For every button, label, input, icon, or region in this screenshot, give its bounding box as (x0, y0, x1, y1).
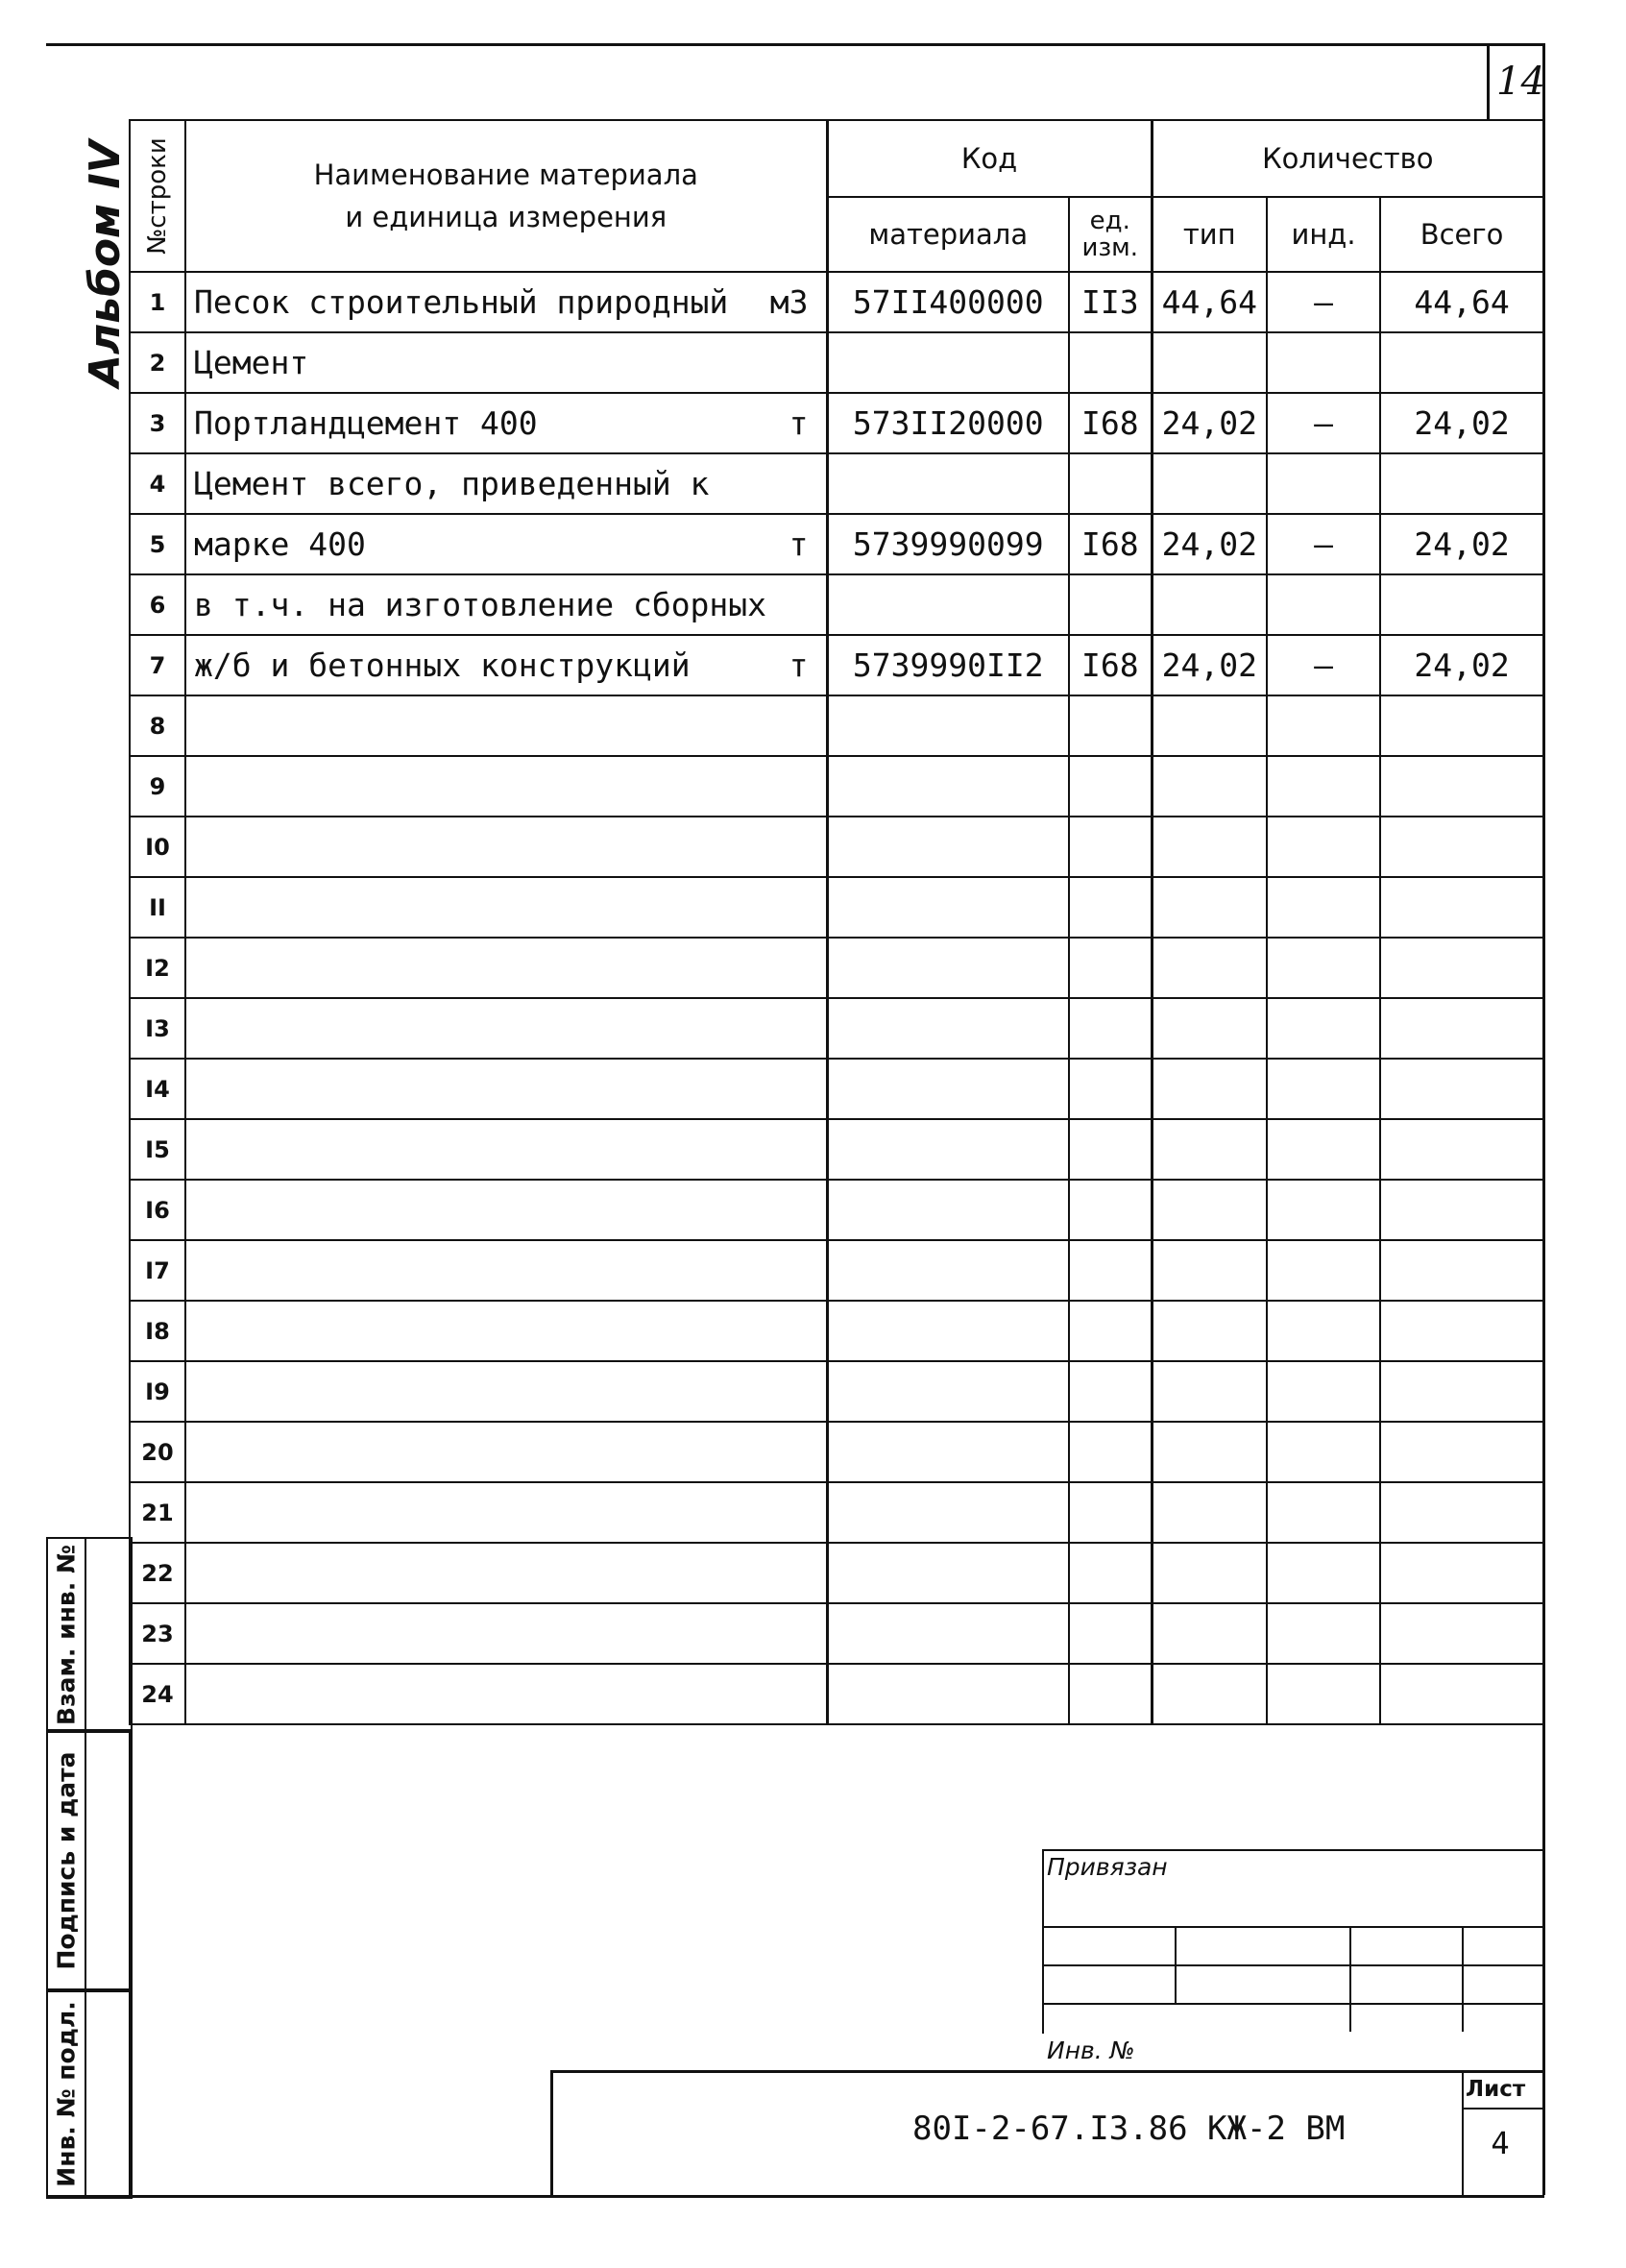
table-row (130, 1059, 1543, 1119)
sheet-label-divider (1462, 2108, 1542, 2109)
quantity-total (1380, 877, 1543, 938)
table-row (130, 695, 1543, 756)
table-row (130, 1543, 1543, 1603)
title-block-sheet-divider (1462, 2070, 1464, 2195)
material-name-cell (185, 998, 827, 1059)
material-name-cell (185, 1361, 827, 1422)
row-number: I5 (130, 1119, 185, 1180)
unit-code (1069, 1059, 1152, 1119)
side-block-inv-podl (46, 1988, 133, 2199)
material-name-cell (185, 635, 827, 695)
material-name-cell (185, 1240, 827, 1301)
row-number: 6 (130, 574, 185, 635)
unit-code: I68 (1069, 635, 1152, 695)
material-name-cell (185, 514, 827, 574)
material-name-cell (185, 1059, 827, 1119)
material-code: 5739990099 (827, 514, 1069, 574)
unit-code (1069, 817, 1152, 877)
quantity-typ: 24,02 (1152, 514, 1267, 574)
material-name-cell (185, 756, 827, 817)
material-name: марке 400 (194, 525, 366, 563)
header-total: Всего (1380, 197, 1543, 272)
material-name-cell (185, 1119, 827, 1180)
material-name-cell (185, 877, 827, 938)
row-number: I2 (130, 938, 185, 998)
quantity-ind (1267, 695, 1380, 756)
table-row (130, 756, 1543, 817)
quantity-typ (1152, 1361, 1267, 1422)
label-inv-podl: Инв. № подл. (52, 2000, 81, 2187)
row-number: 4 (130, 453, 185, 514)
quantity-ind: – (1267, 272, 1380, 332)
unit-code (1069, 695, 1152, 756)
row-number: I7 (130, 1240, 185, 1301)
quantity-typ (1152, 817, 1267, 877)
quantity-typ (1152, 1059, 1267, 1119)
quantity-ind: – (1267, 635, 1380, 695)
material-code (827, 453, 1069, 514)
table-row (130, 332, 1543, 393)
unit-code (1069, 1301, 1152, 1361)
table-row (130, 1119, 1543, 1180)
table-row (130, 1240, 1543, 1301)
binding-line-2 (1042, 1964, 1542, 1966)
quantity-total (1380, 1603, 1543, 1664)
header-row-number: №строки (130, 120, 185, 272)
material-name: в т.ч. на изготовление сборных (194, 586, 767, 623)
material-name-cell (185, 1180, 827, 1240)
quantity-typ (1152, 998, 1267, 1059)
quantity-typ (1152, 1543, 1267, 1603)
material-name-cell (185, 574, 827, 635)
quantity-total (1380, 332, 1543, 393)
table-row (130, 1301, 1543, 1361)
document-code: 80I-2-67.I3.86 КЖ-2 ВМ (912, 2109, 1346, 2148)
table-row (130, 1180, 1543, 1240)
binding-vline-2 (1349, 1926, 1351, 2032)
table-row (130, 817, 1543, 877)
quantity-total (1380, 938, 1543, 998)
material-code: 57II400000 (827, 272, 1069, 332)
quantity-typ (1152, 1119, 1267, 1180)
quantity-total (1380, 1059, 1543, 1119)
unit-code (1069, 1603, 1152, 1664)
frame-left-line (129, 1729, 131, 2195)
unit-code (1069, 1361, 1152, 1422)
material-name: Песок строительный природный (194, 283, 729, 321)
quantity-ind (1267, 998, 1380, 1059)
unit-code (1069, 1543, 1152, 1603)
material-code (827, 1664, 1069, 1724)
quantity-typ (1152, 1664, 1267, 1724)
material-code (827, 938, 1069, 998)
row-number: 20 (130, 1422, 185, 1482)
material-code (827, 1543, 1069, 1603)
table-row (130, 272, 1543, 332)
binding-line-3 (1042, 2003, 1542, 2005)
quantity-ind (1267, 1603, 1380, 1664)
unit-code (1069, 453, 1152, 514)
row-number: 21 (130, 1482, 185, 1543)
quantity-ind (1267, 877, 1380, 938)
side-block-vzam (46, 1537, 133, 1733)
table-row (130, 1422, 1543, 1482)
unit-code (1069, 998, 1152, 1059)
quantity-ind (1267, 1119, 1380, 1180)
unit-code (1069, 756, 1152, 817)
material-name-cell (185, 1482, 827, 1543)
table-row (130, 635, 1543, 695)
unit-code: II3 (1069, 272, 1152, 332)
frame-top-line (46, 43, 1544, 46)
quantity-total (1380, 453, 1543, 514)
material-code (827, 998, 1069, 1059)
quantity-total (1380, 1664, 1543, 1724)
material-code: 5739990II2 (827, 635, 1069, 695)
label-inv-no: Инв. № (1047, 2036, 1135, 2064)
quantity-ind (1267, 1543, 1380, 1603)
material-code (827, 1119, 1069, 1180)
quantity-typ: 24,02 (1152, 635, 1267, 695)
quantity-ind (1267, 574, 1380, 635)
material-name-cell (185, 938, 827, 998)
material-code (827, 1059, 1069, 1119)
header-material-name: Наименование материала и единица измерения (185, 120, 827, 272)
sheet-number: 4 (1491, 2125, 1510, 2161)
quantity-ind: – (1267, 393, 1380, 453)
quantity-ind (1267, 1422, 1380, 1482)
label-podpis-data: Подпись и дата (52, 1751, 81, 1970)
row-number: 7 (130, 635, 185, 695)
material-code (827, 1482, 1069, 1543)
material-code (827, 1603, 1069, 1664)
quantity-typ (1152, 574, 1267, 635)
quantity-ind (1267, 1482, 1380, 1543)
quantity-ind (1267, 332, 1380, 393)
material-name-cell (185, 817, 827, 877)
quantity-typ: 44,64 (1152, 272, 1267, 332)
material-code (827, 1361, 1069, 1422)
quantity-total (1380, 1361, 1543, 1422)
material-name-cell (185, 695, 827, 756)
album-label: Альбом IV (81, 140, 130, 387)
label-privyazan: Привязан (1047, 1853, 1168, 1881)
table-row (130, 1482, 1543, 1543)
quantity-ind (1267, 1361, 1380, 1422)
row-number: 9 (130, 756, 185, 817)
binding-vline-1 (1175, 1926, 1177, 2003)
quantity-typ (1152, 1240, 1267, 1301)
quantity-total (1380, 756, 1543, 817)
quantity-total (1380, 1482, 1543, 1543)
material-code (827, 877, 1069, 938)
quantity-total (1380, 1301, 1543, 1361)
material-code (827, 1240, 1069, 1301)
quantity-total (1380, 1422, 1543, 1482)
quantity-typ: 24,02 (1152, 393, 1267, 453)
quantity-total: 44,64 (1380, 272, 1543, 332)
material-name-cell (185, 453, 827, 514)
table-row (130, 1603, 1543, 1664)
quantity-total (1380, 998, 1543, 1059)
row-number: II (130, 877, 185, 938)
row-number: 24 (130, 1664, 185, 1724)
quantity-typ (1152, 1482, 1267, 1543)
quantity-ind (1267, 756, 1380, 817)
quantity-typ (1152, 1422, 1267, 1482)
unit-code (1069, 1119, 1152, 1180)
unit-code (1069, 1482, 1152, 1543)
quantity-typ (1152, 1301, 1267, 1361)
quantity-ind (1267, 938, 1380, 998)
row-number: I3 (130, 998, 185, 1059)
material-code: 573II20000 (827, 393, 1069, 453)
header-code: Код (827, 120, 1152, 197)
material-code (827, 695, 1069, 756)
material-unit: т (789, 646, 809, 684)
row-number: 3 (130, 393, 185, 453)
material-name-cell (185, 1603, 827, 1664)
material-code (827, 1180, 1069, 1240)
row-number: I4 (130, 1059, 185, 1119)
row-number: 5 (130, 514, 185, 574)
quantity-typ (1152, 877, 1267, 938)
table-row (130, 938, 1543, 998)
quantity-ind (1267, 1301, 1380, 1361)
row-number: I0 (130, 817, 185, 877)
unit-code (1069, 332, 1152, 393)
header-ind: инд. (1267, 197, 1380, 272)
unit-code: I68 (1069, 514, 1152, 574)
quantity-total: 24,02 (1380, 635, 1543, 695)
table-row (130, 998, 1543, 1059)
material-code (827, 817, 1069, 877)
quantity-ind (1267, 453, 1380, 514)
quantity-ind (1267, 1240, 1380, 1301)
row-number: 8 (130, 695, 185, 756)
quantity-typ (1152, 756, 1267, 817)
material-name-cell (185, 1543, 827, 1603)
header-unit-code: ед. изм. (1069, 197, 1152, 272)
label-vzam-inv: Взам. инв. № (52, 1545, 81, 1725)
table-row (130, 1664, 1543, 1724)
row-number: I9 (130, 1361, 185, 1422)
table-row (130, 574, 1543, 635)
table-body (130, 272, 1543, 1724)
unit-code (1069, 877, 1152, 938)
material-code (827, 1422, 1069, 1482)
header-quantity: Количество (1152, 120, 1543, 197)
header-material-code: материала (827, 197, 1069, 272)
material-name-cell (185, 272, 827, 332)
row-number: 22 (130, 1543, 185, 1603)
material-name-cell (185, 332, 827, 393)
binding-line-1 (1042, 1926, 1542, 1928)
quantity-typ (1152, 1603, 1267, 1664)
quantity-total (1380, 1543, 1543, 1603)
material-code (827, 574, 1069, 635)
material-unit: т (789, 404, 809, 442)
quantity-ind (1267, 1180, 1380, 1240)
material-name-cell (185, 393, 827, 453)
unit-code (1069, 1180, 1152, 1240)
unit-code (1069, 1664, 1152, 1724)
materials-table (129, 119, 1544, 1725)
unit-code (1069, 938, 1152, 998)
quantity-typ (1152, 695, 1267, 756)
material-name: Портландцемент 400 (194, 404, 538, 442)
material-name: ж/б и бетонных конструкций (194, 646, 691, 684)
row-number: 1 (130, 272, 185, 332)
quantity-typ (1152, 938, 1267, 998)
table-row (130, 393, 1543, 453)
material-code (827, 332, 1069, 393)
table-row (130, 877, 1543, 938)
material-code (827, 1301, 1069, 1361)
table-row (130, 1361, 1543, 1422)
quantity-total: 24,02 (1380, 514, 1543, 574)
material-name-cell (185, 1664, 827, 1724)
unit-code (1069, 574, 1152, 635)
quantity-typ (1152, 1180, 1267, 1240)
material-name: Цемент всего, приведенный к (194, 465, 710, 502)
row-number: I8 (130, 1301, 185, 1361)
unit-code: I68 (1069, 393, 1152, 453)
label-list: Лист (1466, 2077, 1526, 2102)
table-row (130, 453, 1543, 514)
quantity-typ (1152, 453, 1267, 514)
material-unit: т (789, 525, 809, 563)
unit-code (1069, 1240, 1152, 1301)
quantity-ind (1267, 1059, 1380, 1119)
quantity-ind (1267, 817, 1380, 877)
material-name: Цемент (194, 344, 309, 381)
header-typ: тип (1152, 197, 1267, 272)
quantity-ind (1267, 1664, 1380, 1724)
quantity-total (1380, 1240, 1543, 1301)
quantity-total (1380, 1180, 1543, 1240)
quantity-total (1380, 817, 1543, 877)
material-unit: м3 (769, 283, 809, 321)
quantity-total: 24,02 (1380, 393, 1543, 453)
binding-vline-3 (1462, 1926, 1464, 2032)
page-number: 14 (1496, 60, 1545, 104)
unit-code (1069, 1422, 1152, 1482)
material-code (827, 756, 1069, 817)
row-number: 2 (130, 332, 185, 393)
quantity-total (1380, 695, 1543, 756)
table-row (130, 514, 1543, 574)
row-number: I6 (130, 1180, 185, 1240)
row-number: 23 (130, 1603, 185, 1664)
side-block-podpis (46, 1729, 133, 1992)
quantity-total (1380, 1119, 1543, 1180)
material-name-cell (185, 1422, 827, 1482)
page-number-box-left (1487, 46, 1490, 121)
material-name-cell (185, 1301, 827, 1361)
quantity-ind: – (1267, 514, 1380, 574)
quantity-total (1380, 574, 1543, 635)
quantity-typ (1152, 332, 1267, 393)
